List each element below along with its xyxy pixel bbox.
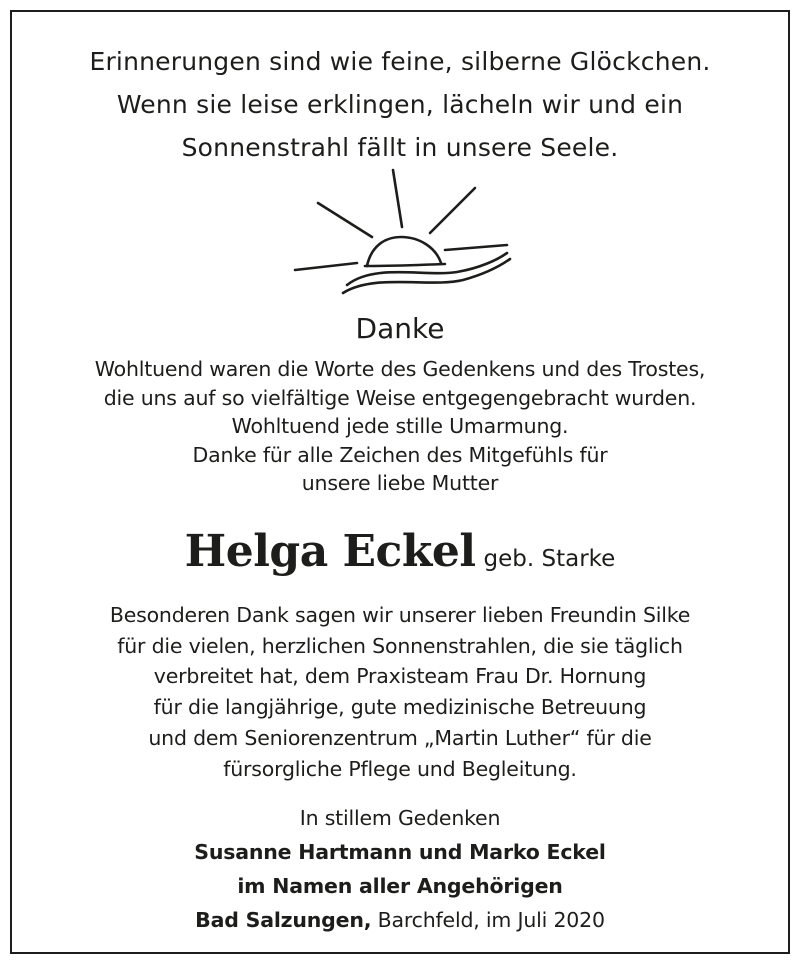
thanks-line: Danke für alle Zeichen des Mitgefühls für [192,442,608,467]
horizon-line [365,264,445,266]
maiden-name: geb. Starke [483,546,616,572]
deceased-name: Helga Eckel [184,526,476,577]
sun-ray [445,245,507,250]
poem-line: Wenn sie leise erklingen, lächeln wir und ein [116,90,684,119]
poem-line: Sonnenstrahl fällt in unsere Seele. [181,133,619,162]
special-thanks-line: für die vielen, herzlichen Sonnenstrahlen, die sie täglich [117,633,683,658]
sunset-over-waves-icon [285,165,515,300]
sun-ray [393,170,402,227]
sun-ray [430,188,475,233]
thanks-line: Wohltuend waren die Worte des Gedenkens und des Trostes, [94,357,706,381]
thanks-line: die uns auf so vielfältige Weise entgegengebracht wurden. [103,385,697,410]
closing-greeting: In stillem Gedenken [299,806,501,830]
on-behalf-line: im Namen aller Angehörigen [237,874,563,898]
special-thanks-line: und dem Seniorenzentrum „Martin Luther“ für die [148,725,652,750]
poem-line: Erinnerungen sind wie feine, silberne Glöckchen. [89,47,711,76]
special-thanks-text [0,600,800,784]
poem [0,40,800,169]
closing-signature [0,801,800,937]
thanks-line: unsere liebe Mutter [301,471,499,495]
mourners-names: Susanne Hartmann und Marko Eckel [194,840,606,864]
special-thanks-line: fürsorgliche Pflege und Begleitung. [223,756,577,781]
sun-disc [367,237,441,266]
place-primary: Bad Salzungen, [195,908,372,932]
heading-danke: Danke [355,312,445,345]
special-thanks-line: für die langjährige, gute medizinische Betreuung [153,695,647,720]
deceased-name-row [0,526,800,577]
place-date-line [0,903,800,937]
wave-line [347,253,507,285]
special-thanks-line: Besonderen Dank sagen wir unserer lieben Freundin Silke [109,603,691,627]
thanks-text [0,355,800,498]
sun-ray [318,203,372,237]
thanks-line: Wohltuend jede stille Umarmung. [231,414,569,438]
special-thanks-line: verbreitet hat, dem Praxisteam Frau Dr. Hornung [153,664,647,689]
sun-ray [295,263,357,270]
place-date: Barchfeld, im Juli 2020 [371,908,605,932]
